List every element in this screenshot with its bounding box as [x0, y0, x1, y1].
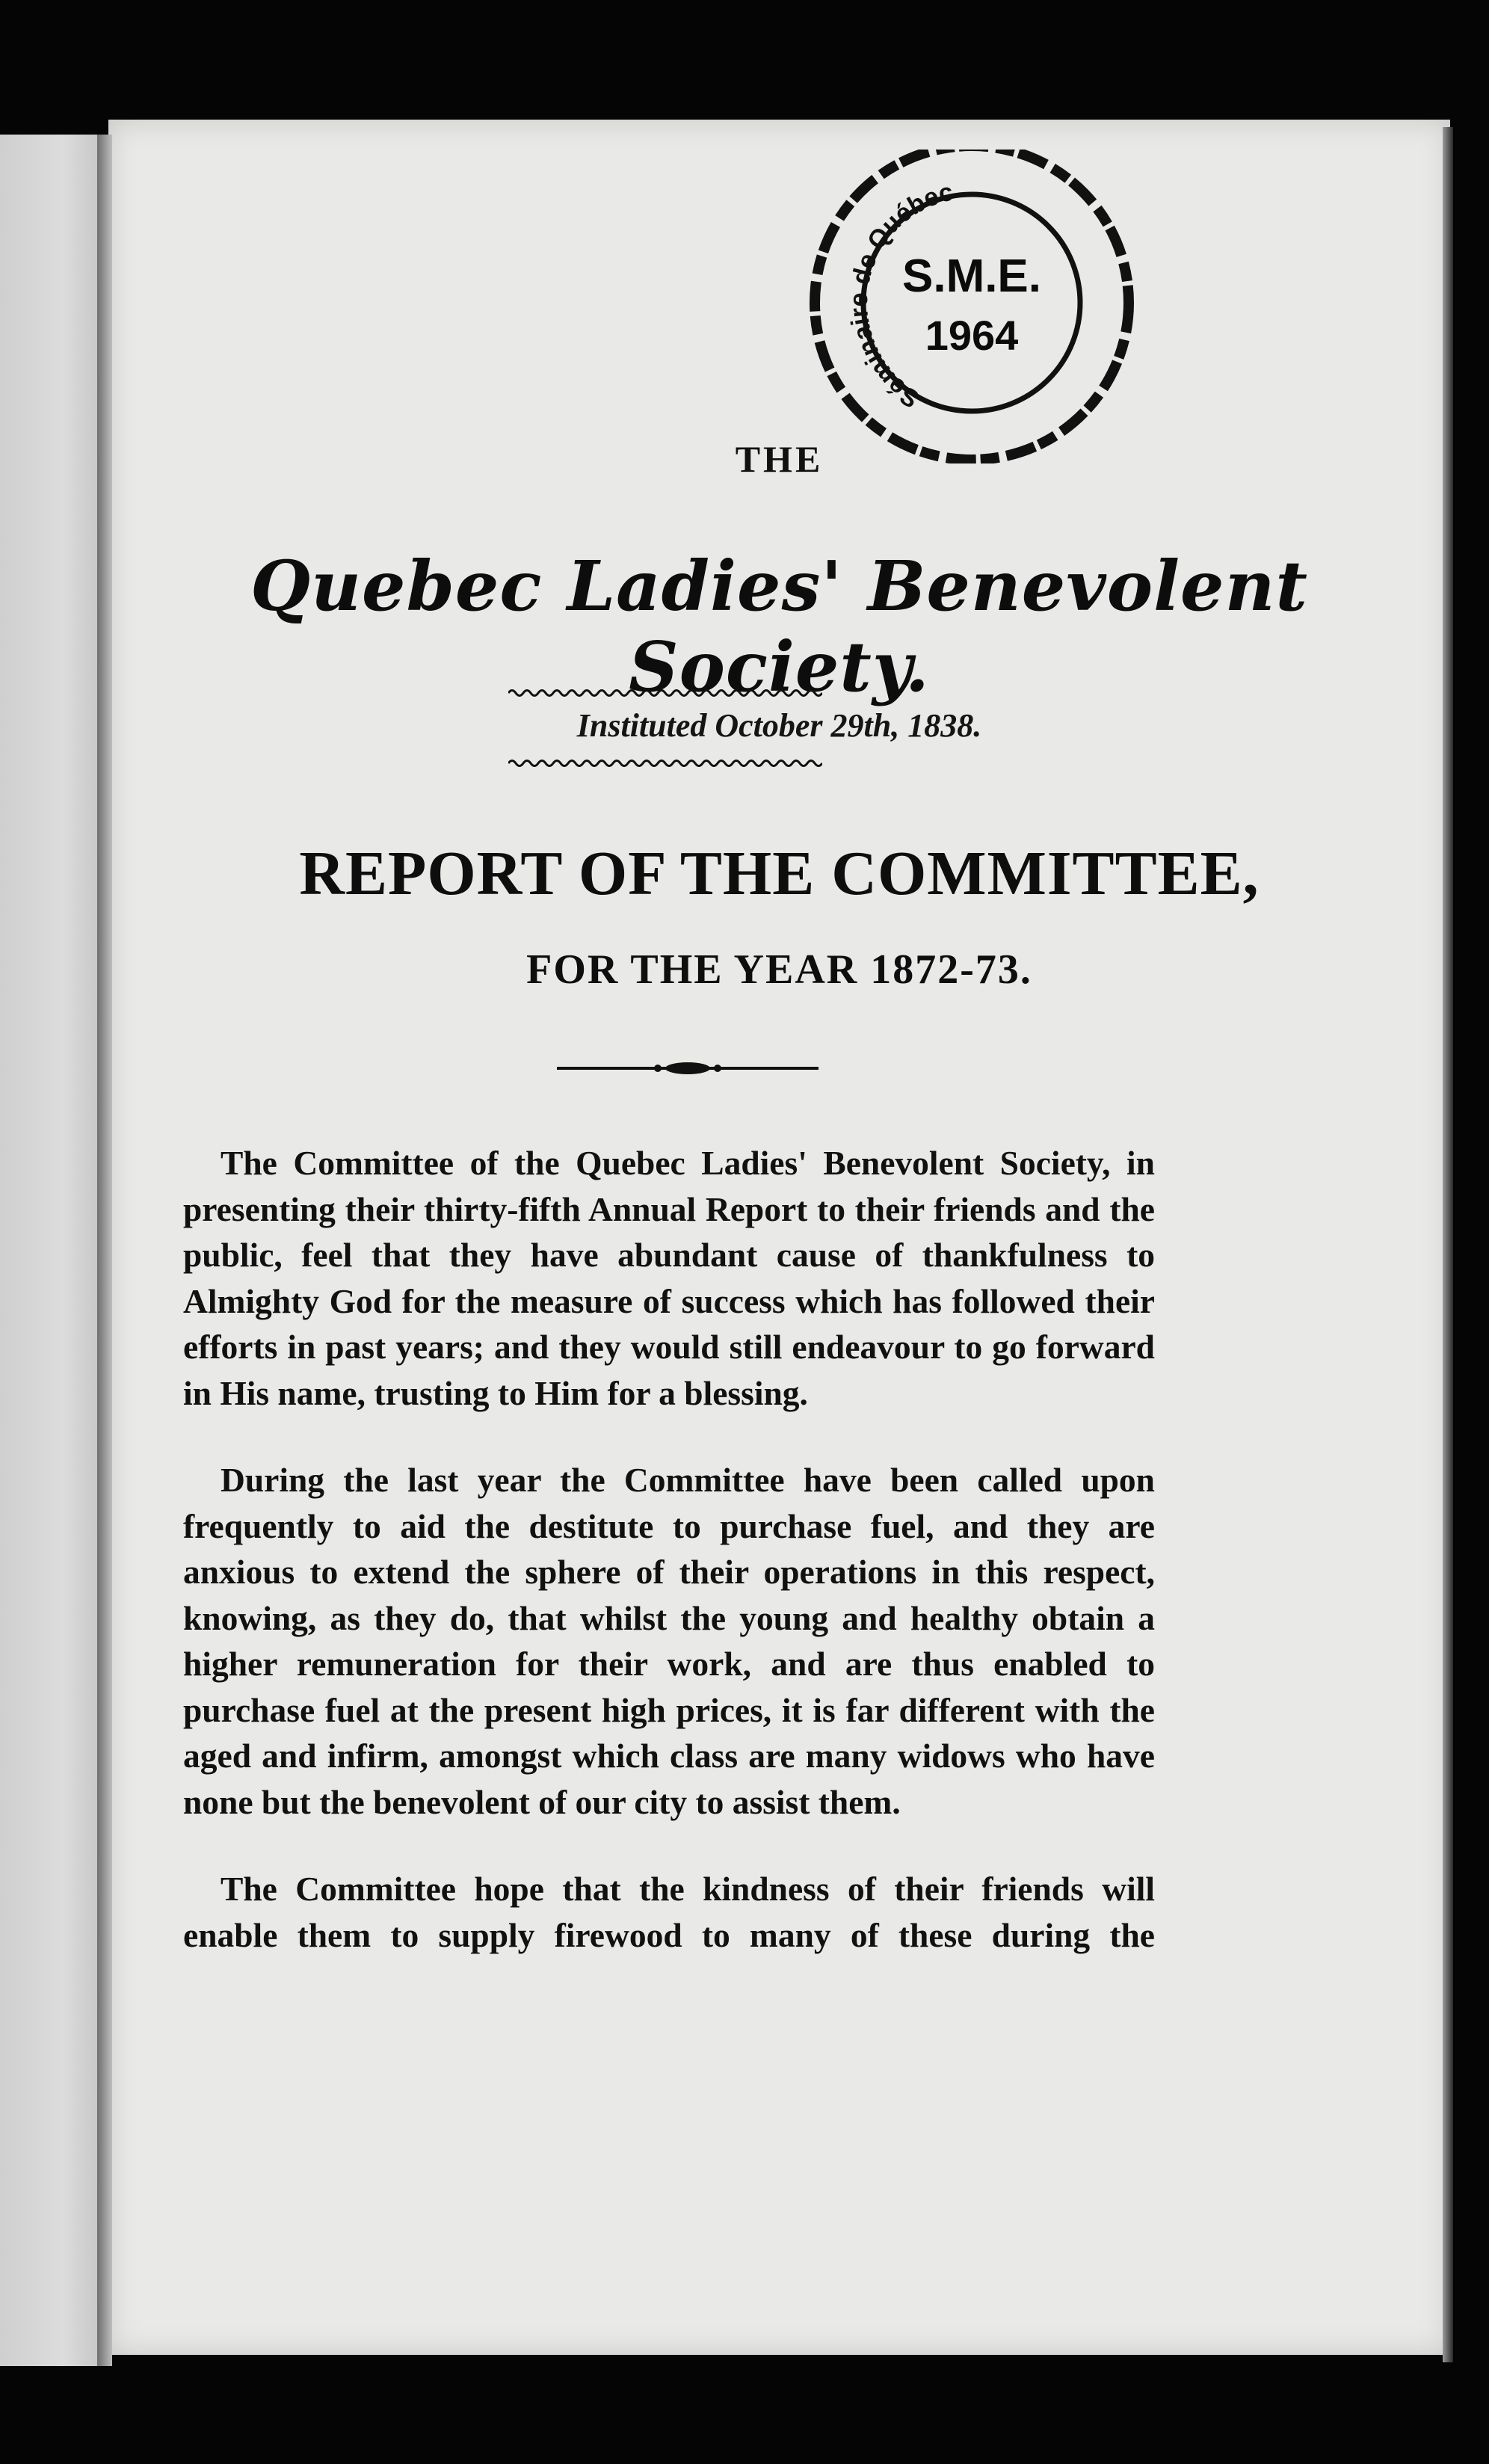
paragraph-1: The Committee of the Quebec Ladies' Benevolent Society, in presenting their thirty-fifth Annual Report to their friends and the public, feel that they have abundant cause of thankfulness to Almighty God for the measure of success which has followed their efforts in past years; and they would still endeavour to go forward in His name, trusting to Him for a blessing.: [183, 1144, 1155, 1412]
society-name: Quebec Ladies' Benevolent Society.: [250, 546, 1308, 707]
library-stamp: [804, 150, 1140, 463]
report-body: [183, 1140, 1155, 1958]
paragraph-3: The Committee hope that the kindness of their friends will enable them to supply firewood to many of these during the: [183, 1870, 1155, 1954]
ornamental-rule: [557, 1058, 819, 1079]
founding-date: Instituted October 29th, 1838.: [576, 707, 982, 744]
wavy-rule-top: [508, 686, 822, 700]
paragraph-2: During the last year the Committee have been called upon frequently to aid the destitute to purchase fuel, and they are anxious to extend the sphere of their operations in this respect, knowing, as they do, that whilst the young and healthy obtain a higher remuneration for their work, and are thus enabled to purchase fuel at the present high prices, it is far different with the aged and infirm, amongst which class are many widows who have none but the benevolent of our city to assist them.: [183, 1461, 1155, 1821]
heading-the: THE: [735, 438, 824, 480]
report-title: REPORT OF THE COMMITTEE,: [299, 839, 1260, 908]
stamp-ring-text: Séminaire de Québec: [844, 177, 956, 414]
stamp-line2: 1964: [925, 312, 1019, 359]
adjacent-page-edge: [0, 135, 105, 2366]
report-year: FOR THE YEAR 1872-73.: [526, 946, 1032, 993]
wavy-rule-bottom: [508, 757, 822, 770]
stamp-line1: S.M.E.: [901, 250, 1042, 302]
